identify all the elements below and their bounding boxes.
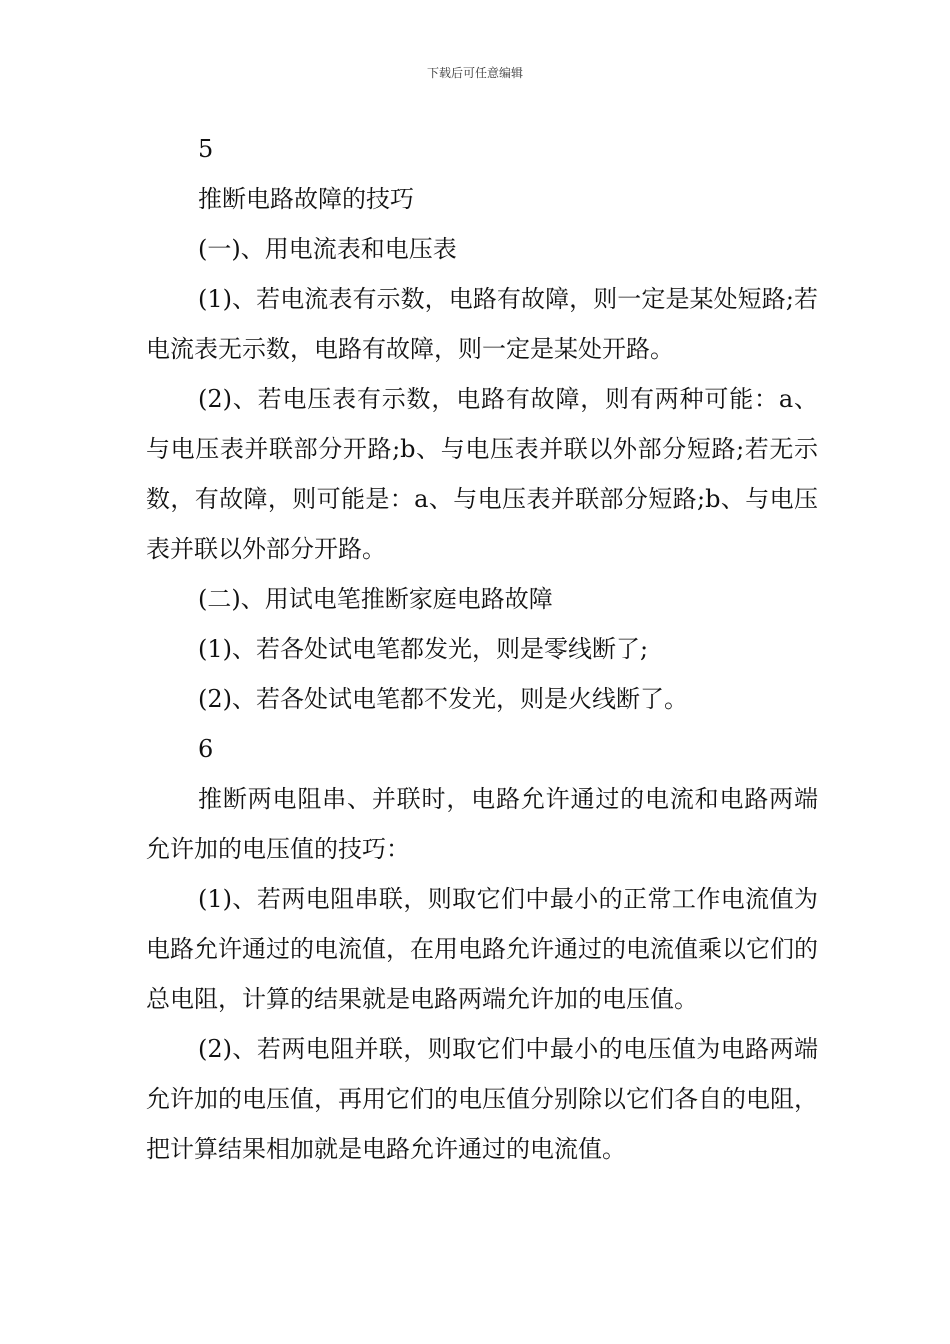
paragraph-voltmeter-rule: (2)、若电压表有示数，电路有故障，则有两种可能：a、与电压表并联部分开路;b、与电压表并联以外部分短路;若无示数，有故障，则可能是：a、与电压表并联部分短路;b、与电压表并联以外部分开路。 <box>146 385 818 563</box>
section-title-circuit-fault: 推断电路故障的技巧 <box>198 185 414 213</box>
section-title-series-parallel: 推断两电阻串、并联时，电路允许通过的电流和电路两端允许加的电压值的技巧： <box>146 785 818 863</box>
paragraph-test-pen-no-glow: (2)、若各处试电笔都不发光，则是火线断了。 <box>198 685 688 713</box>
document-body <box>146 124 818 1174</box>
subheading-ammeter-voltmeter: (一)、用电流表和电压表 <box>198 235 457 263</box>
section-number-6: 6 <box>198 735 214 763</box>
paragraph-ammeter-rule: (1)、若电流表有示数，电路有故障，则一定是某处短路;若电流表无示数，电路有故障，则一定是某处开路。 <box>146 285 818 363</box>
page-header: 下载后可任意编辑 <box>426 66 523 80</box>
paragraph-test-pen-glow: (1)、若各处试电笔都发光，则是零线断了; <box>198 635 649 663</box>
section-number-5: 5 <box>198 135 214 163</box>
subheading-test-pen: (二)、用试电笔推断家庭电路故障 <box>198 585 553 613</box>
paragraph-parallel-rule: (2)、若两电阻并联，则取它们中最小的电压值为电路两端允许加的电压值，再用它们的电压值分别除以它们各自的电阻，把计算结果相加就是电路允许通过的电流值。 <box>146 1035 818 1163</box>
paragraph-series-rule: (1)、若两电阻串联，则取它们中最小的正常工作电流值为电路允许通过的电流值，在用电路允许通过的电流值乘以它们的总电阻，计算的结果就是电路两端允许加的电压值。 <box>146 885 818 1013</box>
